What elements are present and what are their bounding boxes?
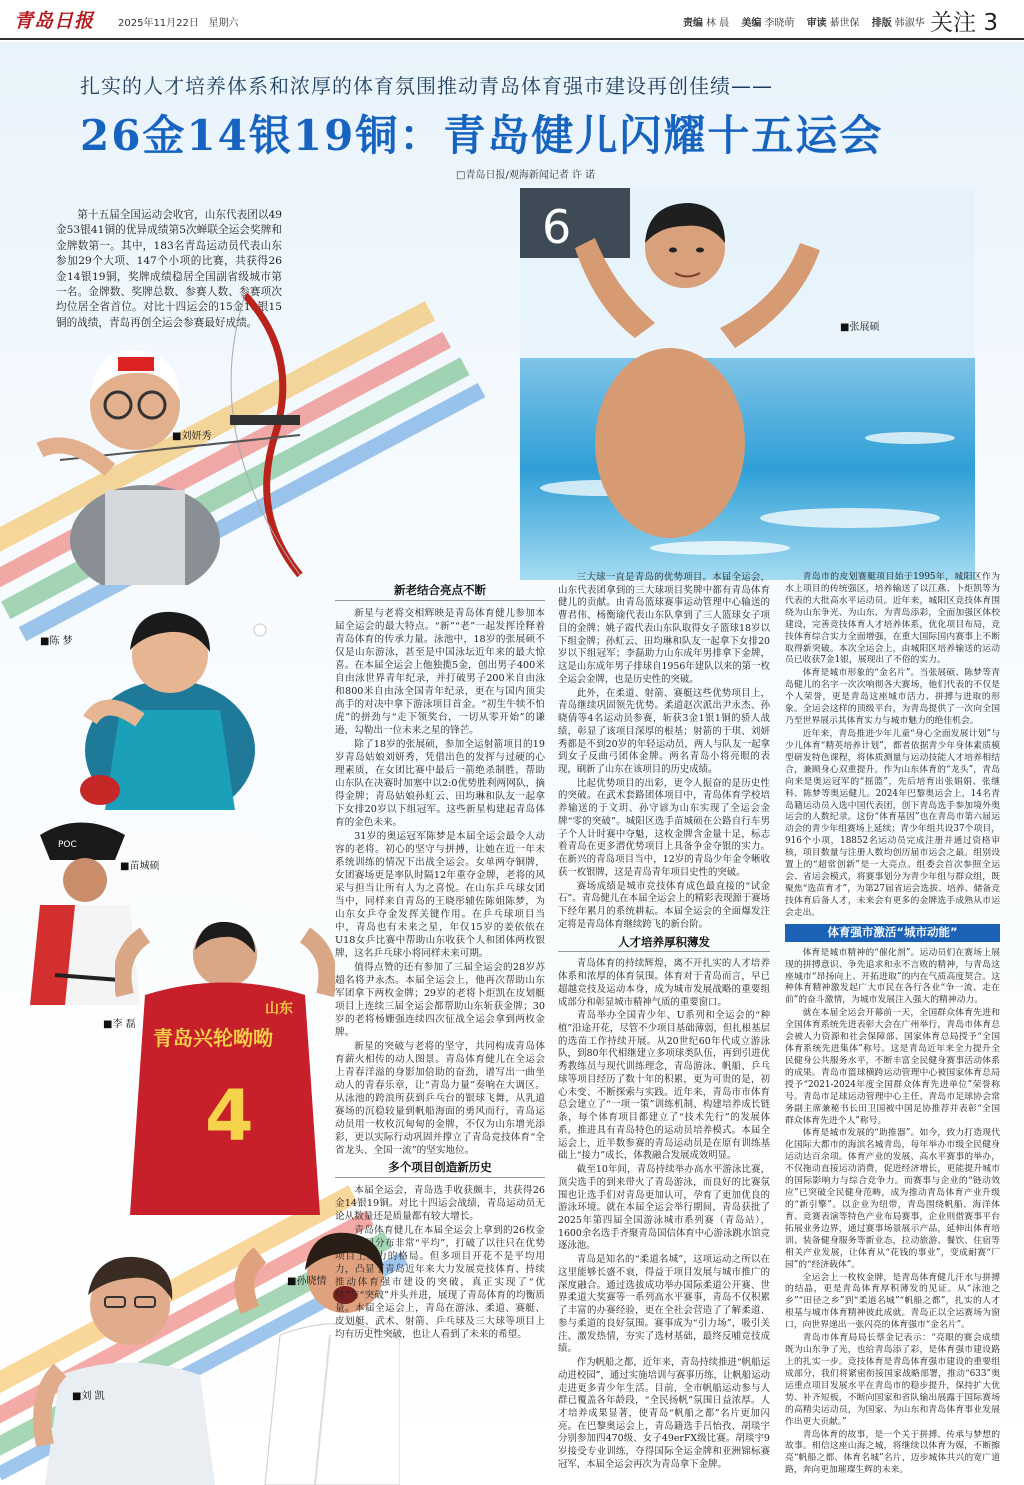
weekday-text: 星期六	[208, 18, 239, 29]
article-column-1	[335, 580, 545, 1342]
article-column-2	[558, 572, 770, 1473]
article-kicker: 扎实的人才培养体系和浓厚的体育氛围推动青岛体育强市建设再创佳绩——	[80, 74, 773, 98]
paragraph: 青岛体育的持续辉煌，离不开扎实的人才培养体系和浓厚的体育氛围。体育对于青岛而言，早已超越竞技及运动本身，成为城市发展战略的重要组成部分和彰显城市精神气质的重要窗口。	[558, 958, 770, 1008]
credit-name: 韩淑华	[894, 18, 925, 29]
section-label	[930, 4, 998, 37]
credit-role: 排版	[871, 18, 892, 29]
caption-archer: ■刘妍秀	[172, 431, 212, 442]
credit-role: 责编	[683, 18, 703, 29]
credit-role: 美编	[741, 18, 762, 29]
paragraph: 新星与老将交相辉映是青岛体育健儿参加本届全运会的最大特点。“新”“老”一起发挥诠释着青岛体育的传承力量。泳池中，18岁的张展硕不仅是山东游泳，甚至是中国泳坛近年来的最大惊喜。在本届全运会上他独揽5金，创出男子400米自由泳世界青年纪录，并打破男子200米自由泳和800米自由泳全国青年纪录，更在与国内顶尖高手的对决中拿下游泳项目首金。“初生牛犊不怕虎”的拼劲与“走下领奖台，一切从零开始”的谦逊，勾勒出一位未来之星的锋芒。	[335, 608, 545, 736]
page-number: 3	[983, 10, 998, 36]
paragraph: 作为帆船之都，近年来，青岛持续推进“帆船运动进校园”，通过实施培训与赛事历练，让帆船运动走进更多青少年生活。目前，全市帆船运动参与人群已覆盖各年龄段，“全民扬帆”氛围日益浓厚。人才培养成果显著，使青岛“帆船之都”名片更加闪亮。在巴黎奥运会上，青岛籍选手吕怡孜、胡琰宇分别参加四470级、女子49erFX级比赛。胡琰宇9岁接受专业训练，夺得国际全运金牌和亚洲锦标赛冠军，本届全运会再次为青岛拿下金牌。	[558, 1357, 770, 1470]
paragraph: 体育是城市精神的“催化剂”。运动员们在赛场上展现的拼搏意识、争先追求和永不言败的精神，与青岛这座城市“昂扬向上、开拓进取”的内在气质高度契合。这种体育精神激发起广大市民在各行各业“争一流、走在前”的奋斗激情，为城市发展注入强大的精神动力。	[785, 947, 1000, 1006]
caption-fighter: ■孙晓情	[287, 1276, 327, 1287]
subhead-talent: 人才培养厚积薄发	[558, 936, 770, 953]
lane-number: 6	[542, 200, 572, 254]
paragraph: 就在本届全运会开幕前一天，全国群众体育先进和全国体育系统先进表彰大会在广州举行，青岛市体育总会被人力资源和社会保障部、国家体育总局授予“全国体育系统先进集体”称号。这是青岛近年来全力提升全民健身公共服务水平，不断丰富全民健身赛事活动体系的成果。青岛市篮球横跨运动管理中心被国家体育总局授予“2021-2024年度全国群众体育先进单位”荣誉称号。青岛市足球运动管理中心主任、青岛市足球协会常务副主席兼秘书长田卫国被中国足协推荐并表彰“全国群众体育先进个人”称号。	[785, 1008, 1000, 1126]
credit-role: 审读	[806, 18, 827, 29]
helmet-logo: POC	[58, 840, 77, 850]
paragraph: 近年来，青岛推进少年儿童“身心全面发展计划”与少儿体育“精英培养计划”，都者依据青少年身体素质模型研发特色课程，将体质测量与运动技能人才培养相结合，兼顾身心双重提升。作为山东体育的“龙头”，青岛向来是奥运冠军的“摇篮”，先后培育出张娟娟、张继科、陈梦等奥运健儿。2024年巴黎奥运会上，14名青岛籍运动员入选中国代表团，创下青岛选手参加境外奥运会的人数纪录。这份“体育基因”也在青岛市第六届运动会的青少年组赛场上延续；青少年组共设37个项目，916个小项，18852名运动员完成注册并通过资格审核，项目数量与注册人数均创历届市运会之最。组别设置上的“超常创新”是一大亮点。组委会首次参照全运会、省运会模式，将赛事划分为青少年组与群众组，既聚焦“选苗育才”，为第27届省运会选拔、培养、储备竞技体育后备人才，未来会有更多的金牌选手成熟从市运会走出。	[785, 728, 1000, 918]
tabletennis-photo	[60, 590, 315, 810]
rower-illustration	[115, 915, 335, 1215]
article-headline: 26金14银19铜：青岛健儿闪耀十五运会	[80, 111, 884, 160]
credit-name: 李晓萌	[764, 18, 795, 29]
caption-cyclist: ■苗城硕	[120, 861, 160, 872]
paragraph: 除了18岁的张展硕，参加全运射箭项目的19岁青岛姑娘刘妍秀，凭借出色的发挥与过硬的心理素质，在女团比赛中最后一箭绝杀制胜，帮助山东队在决赛时加塞中以2:0优势胜利两网队，摘得金牌；青岛姑娘孙虹云、田均琳和队友一起拿下女排20岁以下组冠军。这些新星构建起青岛体育的金色未来。	[335, 739, 545, 828]
paragraph: 此外，在柔道、射箭、赛艇这些优势项目上，青岛继续巩固领先优势。柔道赵次派出尹永杰、孙晓倩等4名运动员参赛，斩获3金1银1铜的骄人战绩，彰显了该项目深厚的根基；射箭的于琪、刘妍秀都是不到20岁的年轻运动员，两人与队友一起拿到女子反曲弓团体金牌。两名青岛小将亮眼的表现，刷新了山东在该项目的历史成绩。	[558, 687, 770, 776]
paragraph: 截至10年间，青岛持续举办高水平游泳比赛，顶尖选手的到来带火了青岛游泳，而良好的比赛氛围也让选手们对青岛更加认可，孕育了更加优良的游泳环境。就在本届全运会举行期间，青岛获批了2025年第四届全国游泳城市系列赛（青岛站），1600余名选手齐聚青岛国信体育中心游泳跳水馆竞逐泳池。	[558, 1164, 770, 1252]
rower-photo	[115, 915, 335, 1215]
paragraph: 本届全运会，青岛选手收获颇丰，共获得26金14银19铜。对比十四运会战绩，青岛运动员无论从数量还是质量都有较大增长。	[335, 1185, 545, 1222]
paragraph: 青岛是知名的“柔道名城”，这项运动之所以在这里能够长盛不衰，得益于项目发展与城市推广的深度融合。通过选拔成功举办国际柔道公开赛、世界柔道大奖赛等一系列高水平赛事，青岛不仅积累了丰富的办赛经验，更在全社会营造了了解柔道、参与柔道的良好氛围。赛事成为“引力场”，吸引关注、激发热情，夯实了选材基础，最终反哺竞技成绩。	[558, 1254, 770, 1355]
editor-credits	[683, 14, 934, 29]
paragraph: 体育是城市发展的“助推器”。如今，致力打造现代化国际大都市的海滨名城青岛，每年举办市级全民健身运动达百余项。体育产业的发展、高水平赛事的举办，不仅拖动直接运动消费，促进经济增长，更能提升城市的国际影响力与综合竞争力。而赛事与企业的“链动效应”已突破全民健身范畴，成为推动青岛体育产业升级的“新引擎”。以企业为纽带，青岛围绕帆船、海洋体育、竞赛表演等特色产业布局赛事，企业则借赛事平台拓展业务边界，通过赛事场景展示产品，延伸出体育培训、装备健身服务等新业态，拉动旅游、餐饮、住宿等相关产业发展，让体育从“花钱的事业”，变成耐赛“厂园”的“经济载体”。	[785, 1128, 1000, 1270]
credit-name: 林 晨	[706, 18, 730, 29]
caption-runner: ■刘 凯	[72, 1391, 105, 1402]
paragraph: 青岛市的皮划赛艇项目始于1995年，城阳区作为水上项目的传统强区，培养输送了以江燕、卜炬凯等为代表的大批高水平运动员。近年来，城阳区竞技体育围绕为山东争光、为山东、为青岛添彩，全面加强区体校建设，完善竞技体育人才培养体系，优化项目布局，竞技体育综合实力全面增强，在重大国际国内赛事上不断取得新突破。本次全运会上，由城阳区培养输送的运动员已收获7金1银，展现出了不俗的实力。	[785, 572, 1000, 666]
paragraph: 青岛举办全国青少年、U系列和全运会的“种植”沿途开花，尽管不少项目基础薄弱，但扎根基层的选苗工作持续开展。从20世纪60年代成立游泳队，到80年代相继建立多项球类队伍，再到引进优秀教练员与现代训练理念，青岛游泳、帆船、乒乓球等项目经历了数十年的积累，更为可贵的是，初心未变、不断探索与实践。近年来，青岛市市体育总会建立了“一项一策”训练机制、构建培养成长链条，每个体育项目都建立了“技术先行”的发展体系，推进具有青岛特色的运动员培养模式。本届全运会上，近半数参赛的青岛运动员是在原有训练基础上“接力”成长，体教融合发展成效明显。	[558, 1010, 770, 1162]
credit-name: 綦世保	[829, 18, 860, 29]
section-title: 关注	[930, 10, 976, 36]
paragraph: 新星的突破与老将的坚守，共同构成青岛体育薪火相传的动人图景。青岛体育健儿在全运会上青春洋溢的身影加倍助的奋劲，谱写出一曲坐动人的青春乐章，让“青岛力量”奏响在大调区。从泳池的跨浪所获到乒乓台的银球飞舞，从乳道赛场的沉稳较量到帆船海面的勇风而行，青岛运动员用一枚枚沉甸甸的金牌，不仅为山东增光添彩，更以实际行动巩固并撑立了青岛竞技体育“全省龙头、全国一流”的坚实地位。	[335, 1041, 545, 1156]
paragraph: 青岛市体育局局长蔡金记表示：“亮眼的赛会成绩既为山东争了光，也给青岛添了彩，是体育强市建设路上的扎实一步。竞技体育是青岛体育强市建设的重要组成部分，我们将紧密衔接国家战略部署，推动“633”奥运重点项目发展水平在青岛市的稳步提升，保持扩大优势、补齐短板，不断向国家和省队输出展露于国际赛场的高精尖运动员，为国家、为山东和青岛体育事业发展作出更大贡献。”	[785, 1333, 1000, 1427]
issue-date	[118, 14, 238, 29]
paragraph: 青岛体育的故事，是一个关于拼搏、传承与梦想的故事。相信这座山海之城，将继续以体育为媒，不断擦亮“帆船之都、体育名城”名片，迈步城体共兴的宽广道路，奔向更加璀璨生辉的未来。	[785, 1429, 1000, 1476]
paragraph: 31岁的奥运冠军陈梦是本届全运会最令人动容的老将。初心的坚守与拼搏，让她在近一年未系统训练的情况下出战全运会。女单两夺铜牌，女团赛场更是率队时隔12年重夺金牌，老将的风采与担当让所有人为之喜悦。在山东乒乓球女团当中，同样来自青岛的王晓彤辅佐陈姐陈梦，为山东女乒夺金发挥关键作用。在乒乓球项目当中，青岛也有未来之星，年仅15岁的姜依依在U18女乒比赛中帮助山东收获个人和团体两枚银牌，这名乒乓球小将同样未来可期。	[335, 831, 545, 959]
article-lead: 第十五届全国运动会收官，山东代表团以49金53银41铜的优异成绩第5次蝉联全运会奖牌和金牌数第一。其中，183名青岛运动员代表山东参加29个大项、147个小项的比赛，共获得26金14银19铜，奖牌成绩稳居全国副省级城市第一名。金牌数、奖牌总数、参赛人数、参赛项次均位居全省首位。对比十四运会的15金18银15铜的战绩，青岛再创全运会参赛最好成绩。	[56, 209, 282, 329]
article-byline: □青岛日报/观海新闻记者 许 诺	[456, 170, 596, 181]
subhead-new-old: 新老结合亮点不断	[335, 584, 545, 601]
paragraph: 三大球一直是青岛的优势项目。本届全运会，山东代表团拿到的三大球项目奖牌中都有青岛体育健儿的贡献。由青岛篮球赛事运动管理中心输送的曹君伟、杨衡瑜代表山东队拿到了三人篮球女子项目的金牌；姚子霞代表山东队取得女子篮球18岁以下组金牌；孙虹云、田均琳和队友一起拿下女排20岁以下组冠军；李磊助力山东成年男排拿下金牌，这是山东成年男子排球自1956年建队以来的第一枚全运会金牌，也是历史性的突破。	[558, 572, 770, 685]
paragraph: 全运会上一枚枚金牌，是青岛体育健儿汗水与拼搏的结晶，更是青岛体育厚积薄发的见证。从“泳池之乡”“田径之乡”到“柔道名城”“帆船之都”，扎实的人才根基与城市体育精神彼此成就。青岛正以全运赛场为窗口，向世界递出一张闪亮的体育强市“金名片”。	[785, 1272, 1000, 1331]
paragraph: 青岛体育健儿在本届全运会上拿到的26枚金牌，项目分布非常“平均”，打破了以往只在优势项目上发力的格局。但多项目开花不是平均用力，凸显了青岛近年来大力发展竞技体育、持续推动体育强市建设的突破，真正实现了“优势”与“突破”并头并进，展现了青岛体育的均衡质量。本届全运会上，青岛在游泳、柔道、赛艇、皮划艇、武术、射箭、乒乓球及三大球等项目上均有历史性突破，也让人看到了未来的希望。	[335, 1225, 545, 1340]
caption-swimmer: ■张展硕	[840, 322, 880, 333]
subhead-new-history: 多个项目创造新历史	[335, 1161, 545, 1178]
swimmer-illustration	[520, 188, 975, 580]
swimmer-photo	[520, 188, 975, 580]
caption-tabletennis: ■陈 梦	[40, 636, 73, 647]
masthead-logo: 青岛日报	[14, 10, 95, 32]
subhead-city-momentum: 体育强市激活“城市动能”	[785, 924, 1000, 942]
runner-illustration	[30, 1245, 230, 1485]
runner-photo	[30, 1245, 230, 1485]
jersey-club: 青岛兴轮呦呦	[153, 1026, 273, 1050]
paragraph: 比起优势项目的出彩，更令人振奋的是历史性的突破。在武术套路团体项目中，青岛体育学校培养输送的于文玥、孙守谚为山东实现了全运会金牌“零的突破”。城阳区选手苗城硕在公路自行车男子个人计时赛中夺魁，这枚金牌含金量十足，标志着青岛在更多潜优势项目上具备争金夺银的实力。在新兴的青岛项目当中，12岁的青岛少年金令晰收获一枚银牌，这是青岛青年项目史性的突破。	[558, 777, 770, 878]
date-text: 2025年11月22日	[118, 18, 199, 29]
tabletennis-illustration	[60, 590, 315, 810]
jersey-team: 山东	[265, 1001, 293, 1017]
paragraph: 体育是城市形象的“金名片”。当张展硕、陈梦等青岛健儿的名字一次次响彻各大赛场，他们代表的不仅是个人荣誉，更是青岛这座城市活力、拼搏与进取的形象。全运会这样的顶级平台，为青岛提供了一次向全国乃至世界展示其体育实力与城市魅力的绝佳机会。	[785, 668, 1000, 727]
paragraph: 赛场成绩是城市竞技体育成色最直接的“试金石”。青岛健儿在本届全运会上的精彩表现源于赛场下经年累月的系统耕耘。本届全运会的全面爆发注定将是青岛体育继续跨飞的新台阶。	[558, 880, 770, 930]
caption-rower: ■李 磊	[103, 1019, 136, 1030]
jersey-number: 4	[205, 1075, 254, 1157]
page-header	[0, 0, 1024, 40]
article-column-3	[785, 572, 1000, 1478]
paragraph: 值得点赞的还有参加了三届全运会的28岁苏超名将尹永杰。本届全运会上，他再次帮助山东军团拿下两枚金牌；29岁的老将卜炬凯在皮划艇项目上连续三届全运会都帮助山东斩获金牌；30岁的老将杨姗强连续四次征战全运会拿到两枚金牌。	[335, 962, 545, 1038]
